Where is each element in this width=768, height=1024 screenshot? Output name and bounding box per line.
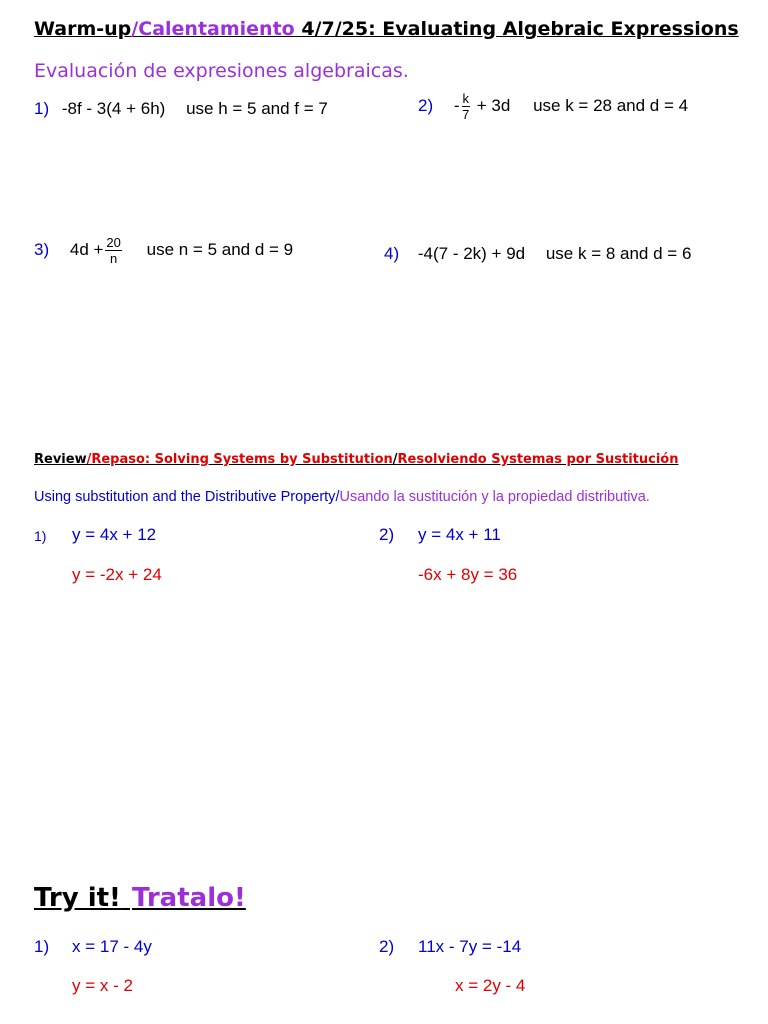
try-it-heading (34, 883, 246, 913)
page-title (34, 18, 739, 40)
review-label: Review (34, 452, 87, 467)
fraction-denominator: 7 (462, 107, 470, 122)
problem-number: 1) (34, 99, 50, 118)
problem-expr-suffix: + 3d (476, 95, 511, 115)
problem-values: use h = 5 and f = 7 (186, 99, 328, 118)
problem-expression: -4(7 - 2k) + 9d (417, 244, 526, 263)
try-problem-1-number: 1) (34, 937, 50, 956)
review-resolviendo: Resolviendo Systemas por Sustitución (397, 452, 679, 467)
intro-slash: / (335, 489, 340, 505)
try-it-english: Try it! (34, 883, 121, 913)
page-subtitle: Evaluación de expresiones algebraicas. (34, 60, 409, 82)
title-rest: 4/7/25: Evaluating Algebraic Expressions (294, 18, 739, 40)
try-it-spanish: Tratalo! (131, 883, 246, 913)
review-problem-1-eq1: y = 4x + 12 (72, 525, 157, 544)
review-problem-2-eq2: -6x + 8y = 36 (418, 565, 518, 584)
problem-expression: -8f - 3(4 + 6h) (61, 99, 166, 118)
review-heading (34, 452, 678, 467)
warmup-problem-4 (384, 244, 691, 264)
problem-number: 3) (34, 239, 50, 259)
title-warmup: Warm-up (34, 18, 132, 40)
fraction-numerator: 20 (106, 235, 121, 250)
review-problem-1-number: 1) (34, 528, 47, 544)
problem-values: use k = 8 and d = 6 (545, 244, 692, 263)
review-intro (34, 489, 650, 505)
review-problem-1-eq2: y = -2x + 24 (72, 565, 162, 584)
intro-english: Using substitution and the Distributive Property (34, 489, 336, 505)
try-problem-2-number: 2) (379, 937, 395, 956)
title-calentamiento: Calentamiento (138, 18, 295, 40)
try-problem-1-eq2: y = x - 2 (72, 976, 133, 995)
review-slash-2: / (392, 452, 398, 467)
problem-number: 4) (384, 244, 400, 263)
intro-spanish: Usando la sustitución y la propiedad distributiva. (339, 489, 650, 505)
fraction (462, 92, 471, 121)
review-slash: / (86, 452, 92, 467)
fraction-numerator: k (462, 91, 470, 106)
warmup-problem-1 (34, 99, 328, 119)
title-slash: / (131, 18, 139, 40)
review-problem-2-number: 2) (379, 525, 395, 544)
try-problem-2-eq2: x = 2y - 4 (455, 976, 526, 995)
problem-expr-prefix: 4d + (69, 239, 104, 259)
fraction-denominator: n (110, 251, 118, 266)
review-repaso: Repaso: Solving Systems by Substitution (91, 452, 393, 467)
review-problem-2-eq1: y = 4x + 11 (418, 525, 501, 544)
problem-number: 2) (418, 95, 434, 115)
problem-expr-prefix: - (453, 95, 460, 115)
problem-values: use k = 28 and d = 4 (533, 95, 689, 115)
problem-values: use n = 5 and d = 9 (146, 239, 294, 259)
try-problem-2-eq1: 11x - 7y = -14 (418, 937, 522, 956)
warmup-problem-2 (418, 92, 688, 121)
warmup-problem-3 (34, 236, 293, 265)
fraction (105, 236, 121, 265)
try-problem-1-eq1: x = 17 - 4y (72, 937, 152, 956)
